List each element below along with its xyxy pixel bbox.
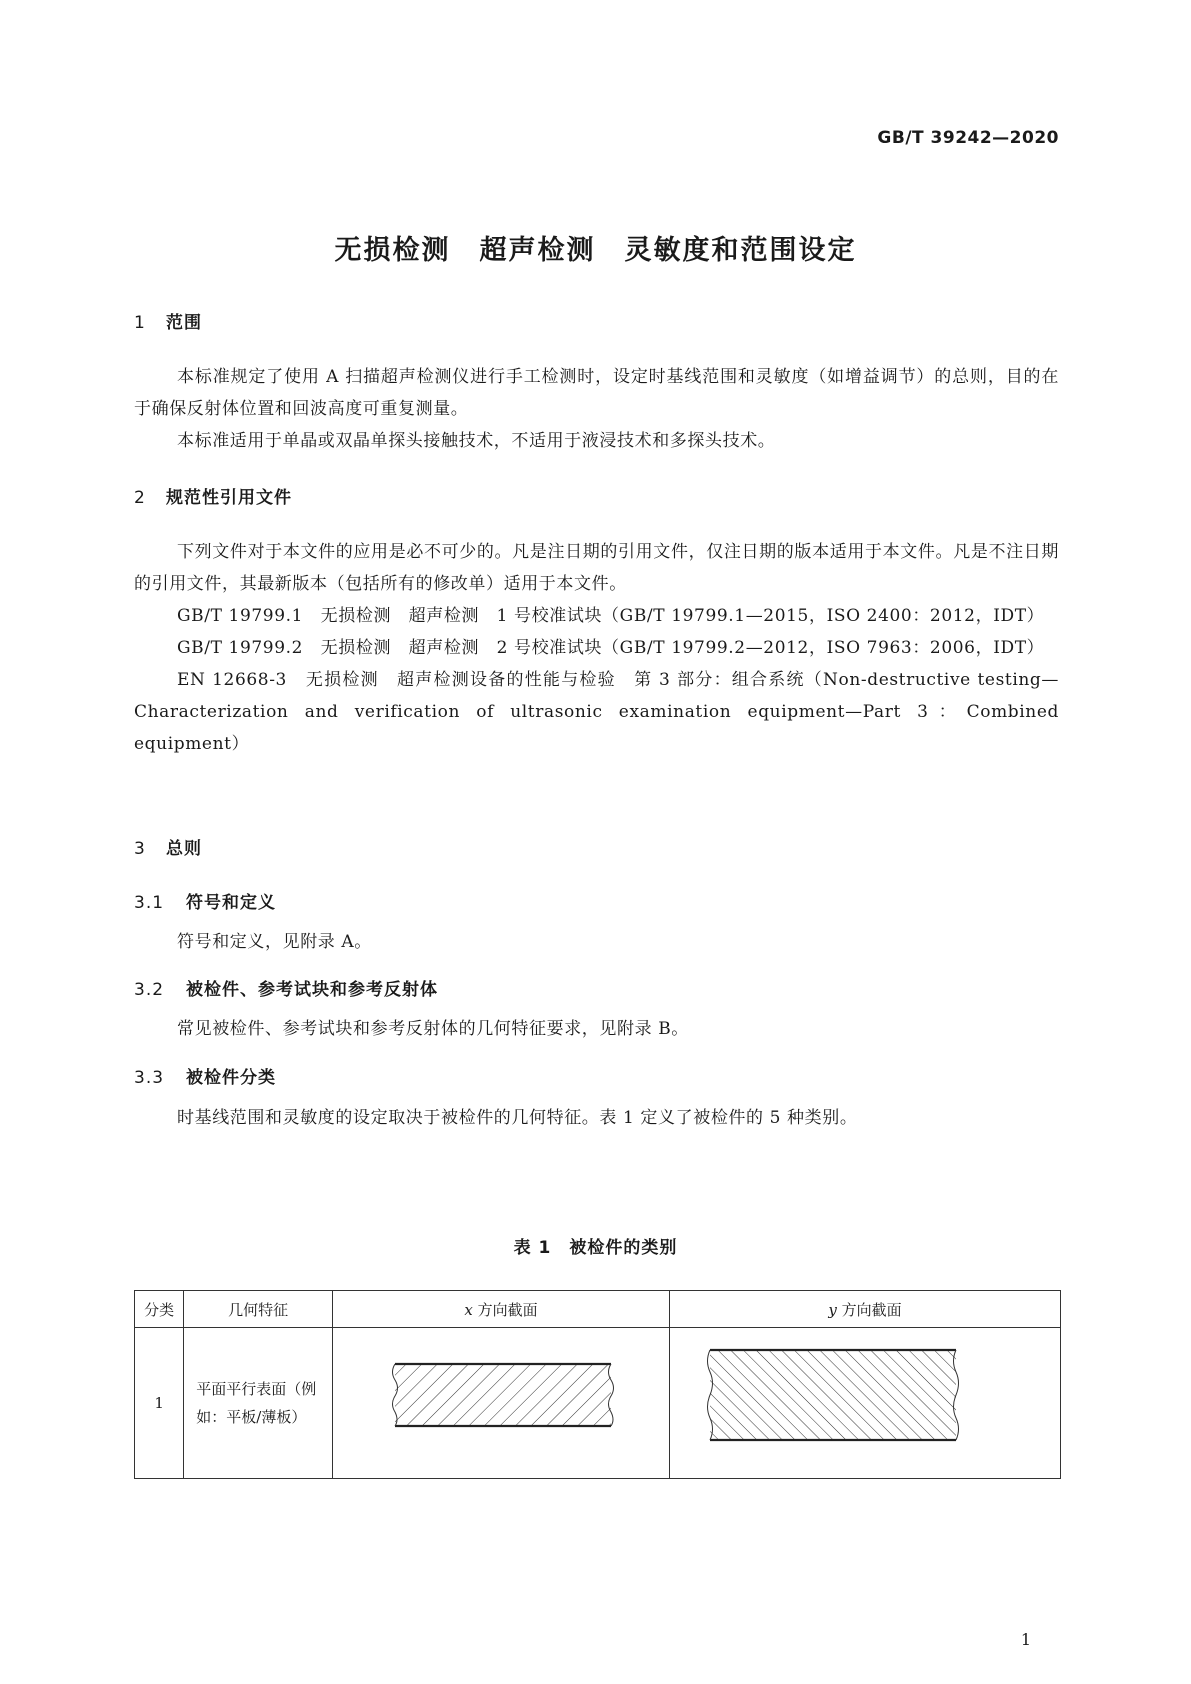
geometry-text-line: 如：平板/薄板） xyxy=(196,1408,307,1426)
page-number: 1 xyxy=(1020,1630,1031,1649)
header-geometry: 几何特征 xyxy=(184,1291,333,1328)
section-title: 被检件、参考试块和参考反射体 xyxy=(186,980,438,1000)
section-title: 规范性引用文件 xyxy=(166,488,292,508)
category-cell: 1 xyxy=(135,1328,184,1479)
reference-item: GB/T 19799.2 无损检测 超声检测 2 号校准试块（GB/T 19799.2—2012，ISO 7963：2006，IDT） xyxy=(177,638,1045,658)
paragraph: 本标准规定了使用 A 扫描超声检测仪进行手工检测时，设定时基线范围和灵敏度（如增益调节）的总则，目的在于确保反射体位置和回波高度可重复测量。 xyxy=(134,367,1059,419)
paragraph: 符号和定义，见附录 A。 xyxy=(177,932,372,952)
paragraph: 下列文件对于本文件的应用是必不可少的。凡是注日期的引用文件，仅注日期的版本适用于本文件。凡是不注日期的引用文件，其最新版本（包括所有的修改单）适用于本文件。 xyxy=(134,542,1059,594)
section-2-body xyxy=(134,536,1059,760)
y-section-diagram xyxy=(670,1328,1060,1474)
x-section-cell xyxy=(332,1328,669,1479)
section-number: 2 xyxy=(134,488,146,508)
geometry-cell xyxy=(184,1328,333,1479)
reference-item: EN 12668-3 无损检测 超声检测设备的性能与检验 第 3 部分：组合系统（Non-destructive testing—Characterization and verification of ultrasonic examination equipment—Part 3：Combined equipment） xyxy=(134,670,1059,754)
document-title: 无损检测 超声检测 灵敏度和范围设定 xyxy=(334,235,857,266)
section-number: 3.3 xyxy=(134,1068,165,1088)
geometry-text-line: 平面平行表面（例 xyxy=(196,1380,317,1398)
section-title: 被检件分类 xyxy=(186,1068,276,1088)
standard-code: GB/T 39242—2020 xyxy=(877,128,1059,148)
y-section-plate xyxy=(710,1350,956,1440)
section-3-3-heading xyxy=(134,1063,276,1088)
section-3-2-heading xyxy=(134,975,438,1000)
section-1-heading xyxy=(134,308,202,333)
section-1-body xyxy=(134,361,1059,457)
table-row xyxy=(135,1328,1061,1479)
header-x-section xyxy=(332,1291,669,1328)
header-category: 分类 xyxy=(135,1291,184,1328)
section-3-1-body xyxy=(134,926,1059,958)
x-variable: x xyxy=(464,1300,473,1319)
section-number: 3.1 xyxy=(134,893,165,913)
x-section-diagram xyxy=(333,1328,669,1474)
section-3-heading xyxy=(134,834,202,859)
x-section-plate xyxy=(395,1364,611,1426)
paragraph: 时基线范围和灵敏度的设定取决于被检件的几何特征。表 1 定义了被检件的 5 种类别。 xyxy=(177,1108,858,1128)
section-title: 总则 xyxy=(166,839,202,859)
table-title: 表 1 被检件的类别 xyxy=(513,1238,678,1258)
section-3-3-body xyxy=(134,1102,1059,1134)
y-section-label: 方向截面 xyxy=(836,1300,902,1319)
category-table xyxy=(134,1290,1061,1479)
paragraph: 常见被检件、参考试块和参考反射体的几何特征要求，见附录 B。 xyxy=(177,1019,689,1039)
section-title: 范围 xyxy=(166,313,202,333)
reference-item: GB/T 19799.1 无损检测 超声检测 1 号校准试块（GB/T 19799.1—2015，ISO 2400：2012，IDT） xyxy=(177,606,1045,626)
section-title: 符号和定义 xyxy=(186,893,276,913)
y-variable: y xyxy=(828,1300,837,1319)
section-number: 3.2 xyxy=(134,980,165,1000)
section-number: 3 xyxy=(134,839,146,859)
x-section-label: 方向截面 xyxy=(472,1300,538,1319)
section-2-heading xyxy=(134,483,292,508)
header-y-section xyxy=(669,1291,1060,1328)
table-header-row xyxy=(135,1291,1061,1328)
paragraph: 本标准适用于单晶或双晶单探头接触技术，不适用于液浸技术和多探头技术。 xyxy=(177,431,776,451)
section-3-2-body xyxy=(134,1013,1059,1045)
y-section-cell xyxy=(669,1328,1060,1479)
section-number: 1 xyxy=(134,313,146,333)
section-3-1-heading xyxy=(134,888,276,913)
